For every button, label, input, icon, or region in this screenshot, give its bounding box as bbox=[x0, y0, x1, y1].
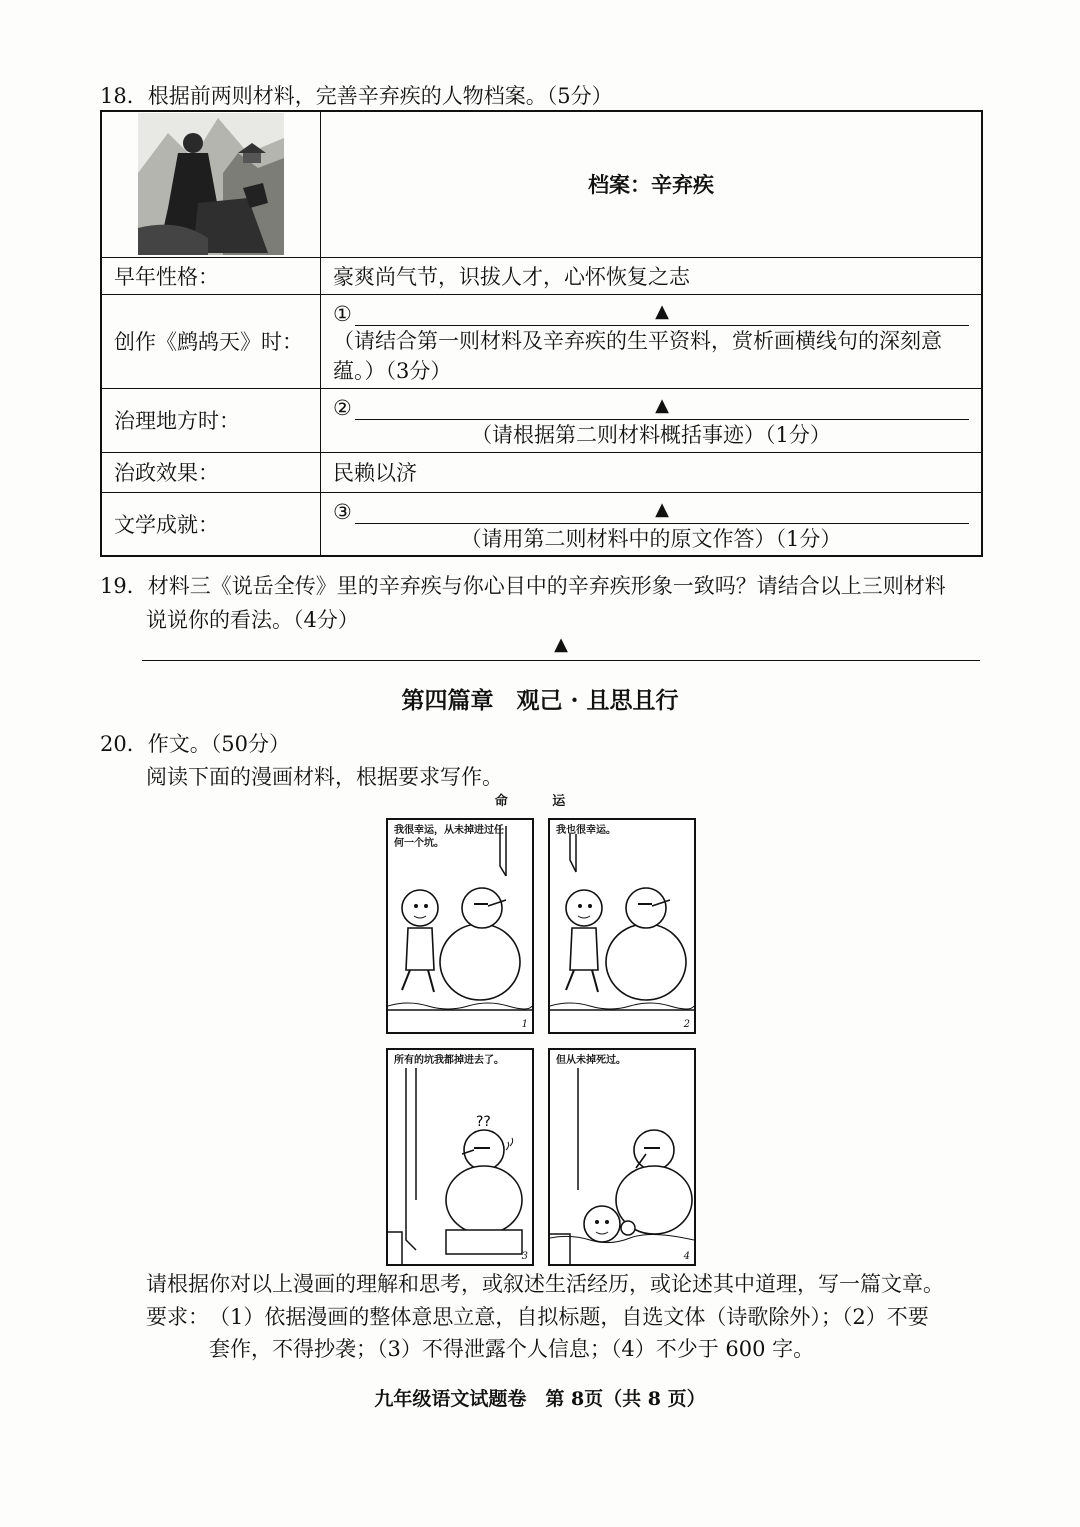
panel-number-2: 2 bbox=[683, 1019, 690, 1030]
comic-caption-2: 我也很幸运。 bbox=[556, 825, 616, 836]
comic-panel-3 bbox=[386, 1048, 534, 1266]
essay-requirements bbox=[100, 1268, 990, 1366]
comic-panel-1 bbox=[386, 818, 534, 1034]
panel-number-1: 1 bbox=[521, 1019, 528, 1030]
answer-hint-1: （请结合第一则材料及辛弃疾的生平资料，赏析画横线句的深刻意蕴。）（3分） bbox=[333, 328, 942, 383]
row-answer-2 bbox=[321, 388, 983, 452]
portrait-cell bbox=[101, 111, 321, 257]
question-20 bbox=[100, 728, 503, 793]
requirements-line-1: （1）依据漫画的整体意思立意，自拟标题，自选文体（诗歌除外）；（2）不要 bbox=[209, 1304, 929, 1329]
answer-blank-3[interactable] bbox=[333, 494, 969, 524]
circle-number-3: ③ bbox=[333, 499, 352, 524]
archive-title: 档案：辛弃疾 bbox=[321, 111, 983, 257]
answer-hint-2: （请根据第二则材料概括事迹）（1分） bbox=[471, 422, 831, 447]
requirements-label: 要求： bbox=[146, 1304, 209, 1329]
comic-caption-3: 所有的坑我都掉进去了。 bbox=[394, 1055, 504, 1066]
question-20-line-1: 20．作文。（50分） bbox=[100, 732, 290, 756]
row-answer-1 bbox=[321, 294, 983, 388]
essay-instruction: 请根据你对以上漫画的理解和思考，或叙述生活经历，或论述其中道理，写一篇文章。 bbox=[146, 1272, 944, 1296]
answer-blank-2[interactable] bbox=[333, 390, 969, 420]
question-20-line-2: 阅读下面的漫画材料，根据要求写作。 bbox=[146, 764, 503, 789]
triangle-mark-icon: ▲ bbox=[655, 498, 669, 520]
question-19-line-1: 19．材料三《说岳全传》里的辛弃疾与你心目中的辛弃疾形象一致吗？请结合以上三则材料 bbox=[100, 574, 946, 598]
answer-blank-1[interactable] bbox=[333, 296, 969, 326]
ink-painting-portrait-icon bbox=[138, 113, 284, 255]
panel-number-4: 4 bbox=[683, 1251, 690, 1262]
question-18: 18．根据前两则材料，完善辛弃疾的人物档案。（5分） bbox=[100, 84, 613, 108]
row-label-local-governance: 治理地方时： bbox=[101, 388, 321, 452]
answer-blank-19[interactable] bbox=[142, 634, 980, 661]
row-value-early-character: 豪爽尚气节，识拔人才，心怀恢复之志 bbox=[321, 257, 983, 294]
panel-number-3: 3 bbox=[521, 1251, 528, 1262]
comic-drawing-2 bbox=[550, 820, 694, 1032]
row-label-early-character: 早年性格： bbox=[101, 257, 321, 294]
chapter-title: 第四篇章 观己 · 且思且行 bbox=[401, 687, 679, 714]
row-label-writing-zhegutian: 创作《鹧鸪天》时： bbox=[101, 294, 321, 388]
comic-drawing-1 bbox=[388, 820, 532, 1032]
row-answer-3 bbox=[321, 492, 983, 556]
row-label-governance-effect: 治政效果： bbox=[101, 452, 321, 492]
question-19 bbox=[100, 570, 985, 637]
comic-title: 命 运 bbox=[494, 794, 586, 809]
triangle-mark-icon: ▲ bbox=[655, 394, 669, 416]
svg-text:??: ?? bbox=[476, 1114, 491, 1130]
comic-panel-2 bbox=[548, 818, 696, 1034]
circle-number-2: ② bbox=[333, 395, 352, 420]
answer-hint-3: （请用第二则材料中的原文作答）（1分） bbox=[460, 526, 842, 551]
comic-caption-4: 但从未掉死过。 bbox=[556, 1055, 626, 1066]
triangle-mark-icon: ▲ bbox=[655, 300, 669, 322]
comic-panel-4 bbox=[548, 1048, 696, 1266]
character-archive-table bbox=[100, 110, 983, 557]
question-19-line-2: 说说你的看法。（4分） bbox=[146, 607, 359, 632]
requirements-line-2: 套作，不得抄袭；（3）不得泄露个人信息；（4）不少于 600 字。 bbox=[209, 1337, 815, 1362]
row-value-governance-effect: 民赖以济 bbox=[321, 452, 983, 492]
row-label-literary-achievement: 文学成就： bbox=[101, 492, 321, 556]
circle-number-1: ① bbox=[333, 301, 352, 326]
comic-caption-1: 我很幸运，从未掉进过任何一个坑。 bbox=[394, 825, 504, 849]
comic-drawing-3 bbox=[388, 1050, 532, 1264]
page-footer: 九年级语文试题卷 第 8页（共 8 页） bbox=[374, 1388, 706, 1410]
comic-drawing-4 bbox=[550, 1050, 694, 1264]
triangle-mark-icon: ▲ bbox=[554, 634, 568, 655]
